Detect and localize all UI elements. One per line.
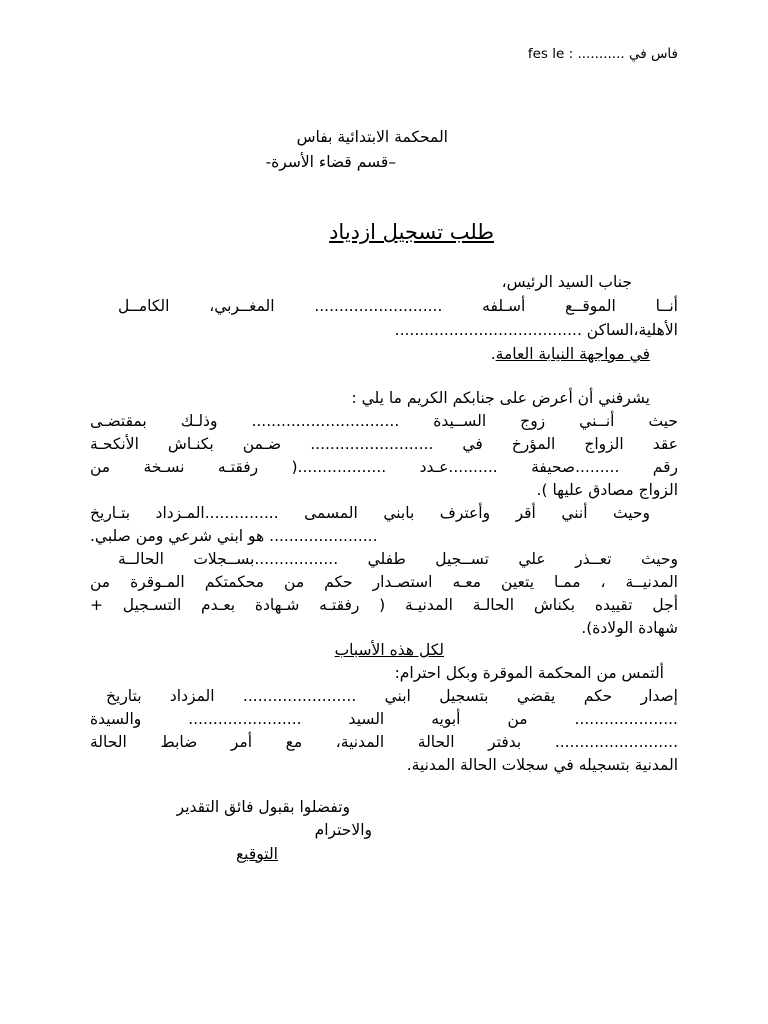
request-line: ألتمس من المحكمة الموقرة وبكل احترام: <box>394 664 664 682</box>
paragraph-1-line-1: حيث أنــني زوج الســيدة .............................. وذلـك بمقتضـى <box>90 412 678 430</box>
prosecution-text: في مواجهة النيابة العامة <box>495 345 650 363</box>
paragraph-1-line-4: الزواج مصادق عليها ). <box>536 481 678 499</box>
intro-line-2: الأهلية،الساكن ...................................... <box>394 321 678 339</box>
request-line-3: ......................... بدفتر الحالة المدنية، مع أمر ضابط الحالة <box>90 733 678 751</box>
request-line-1: إصدار حكم يقضي بتسجيل ابني ....................... المزداد بتاريخ <box>106 687 678 705</box>
request-line-4: المدنية بتسجيله في سجلات الحالة المدنية. <box>406 756 678 774</box>
document-title: طلب تسجيل ازدياد <box>329 220 494 244</box>
salutation: جناب السيد الرئيس، <box>501 273 632 291</box>
paragraph-2-line-1: وحيث أنني أقر وأعترف بابني المسمى ...............المـزداد بتـاريخ <box>90 504 650 522</box>
paragraph-1-line-3: رقم .........صحيفة ..........عـدد ..................( رفقتـه نسـخة من <box>90 458 678 476</box>
court-section: –قسم قضاء الأسرة- <box>265 153 396 171</box>
paragraph-3-line-3: أجل تقييده بكناش الحالـة المدنيـة ( رفقتـه شـهادة بعـدم التسـجيل + <box>90 596 678 614</box>
paragraph-3-line-2: المدنيــة ، ممـا يتعين معـه استصـدار حكم من محكمتكم المـوقرة من <box>90 573 678 591</box>
paragraph-2-line-2: ...................... هو ابني شرعي ومن صلبي. <box>90 527 378 545</box>
intro-line-1: أنــا الموقــع أسـلفه .......................... المغــربي، الكامــل <box>118 297 678 315</box>
honor-line: يشرفني أن أعرض على جنابكم الكريم ما يلي : <box>351 389 650 407</box>
closing-line-1: وتفضلوا بقبول فائق التقدير <box>176 798 350 816</box>
prosecution-line <box>491 344 650 364</box>
prosecution-dot: . <box>490 345 496 363</box>
court-name: المحكمة الابتدائية بفاس <box>296 128 448 146</box>
place-date-line: fes le : ........... فاس في <box>527 46 678 62</box>
paragraph-1-line-2: عقد الزواج المؤرخ في ......................... ضـمن بكنـاش الأنكحـة <box>90 435 678 453</box>
signature-label: التوقيع <box>235 845 278 863</box>
request-line-2: ..................... من أبويه السيد ....................... والسيدة <box>90 710 678 728</box>
paragraph-3-line-4: شهادة الولادة). <box>581 619 678 637</box>
closing-line-2: والاحترام <box>314 821 372 839</box>
reasons-heading: لكل هذه الأسباب <box>334 641 444 659</box>
paragraph-3-line-1: وحيث تعــذر علي تســجيل طفلي .................بســجلات الحالــة <box>118 550 678 568</box>
